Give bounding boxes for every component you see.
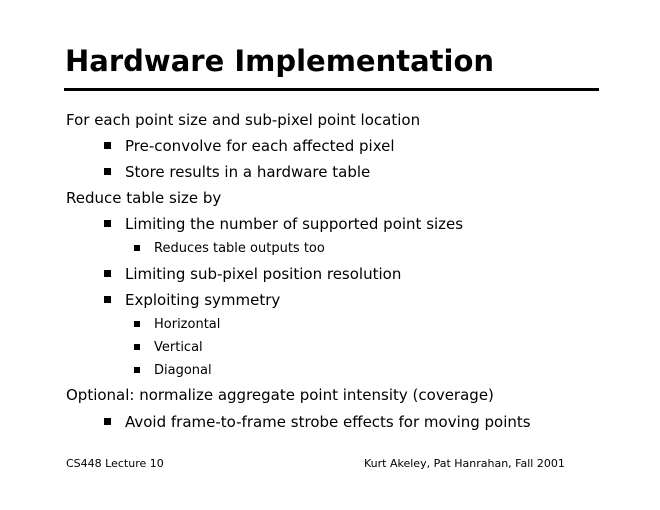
bullet-vertical (134, 338, 203, 358)
bullet-text: Store results in a hardware table (125, 163, 371, 181)
square-bullet-icon (104, 168, 111, 175)
slide-title: Hardware Implementation (65, 44, 495, 78)
bullet-text: Optional: normalize aggregate point intensity (coverage) (66, 386, 494, 404)
bullet-avoid-strobe (104, 412, 531, 432)
square-bullet-icon (104, 270, 111, 277)
square-bullet-icon (104, 418, 111, 425)
bullet-text: Avoid frame-to-frame strobe effects for moving points (125, 413, 531, 431)
bullet-text: For each point size and sub-pixel point location (66, 111, 421, 129)
bullet-point-size-location (66, 110, 420, 130)
bullet-text: Vertical (154, 340, 203, 355)
bullet-exploit-symmetry (104, 290, 280, 310)
bullet-pre-convolve (104, 136, 395, 156)
bullet-optional-normalize (66, 385, 494, 405)
bullet-reduces-outputs (134, 239, 325, 259)
square-bullet-icon (134, 344, 140, 350)
bullet-text: Exploiting symmetry (125, 291, 281, 309)
footer-course: CS448 Lecture 10 (66, 457, 164, 470)
bullet-text: Limiting sub-pixel position resolution (125, 265, 402, 283)
bullet-text: Diagonal (154, 363, 212, 378)
bullet-reduce-table-size (66, 188, 221, 208)
square-bullet-icon (134, 321, 140, 327)
bullet-store-results (104, 162, 370, 182)
bullet-text: Limiting the number of supported point sizes (125, 215, 464, 233)
bullet-text: Pre-convolve for each affected pixel (125, 137, 395, 155)
bullet-text: Reduces table outputs too (154, 241, 325, 256)
bullet-limit-resolution (104, 264, 401, 284)
square-bullet-icon (104, 220, 111, 227)
bullet-text: Horizontal (154, 317, 221, 332)
square-bullet-icon (134, 367, 140, 373)
bullet-text: Reduce table size by (66, 189, 222, 207)
bullet-diagonal (134, 361, 212, 381)
square-bullet-icon (104, 296, 111, 303)
footer-authors: Kurt Akeley, Pat Hanrahan, Fall 2001 (364, 457, 565, 470)
bullet-limit-point-sizes (104, 214, 463, 234)
bullet-horizontal (134, 315, 220, 335)
square-bullet-icon (134, 245, 140, 251)
square-bullet-icon (104, 142, 111, 149)
